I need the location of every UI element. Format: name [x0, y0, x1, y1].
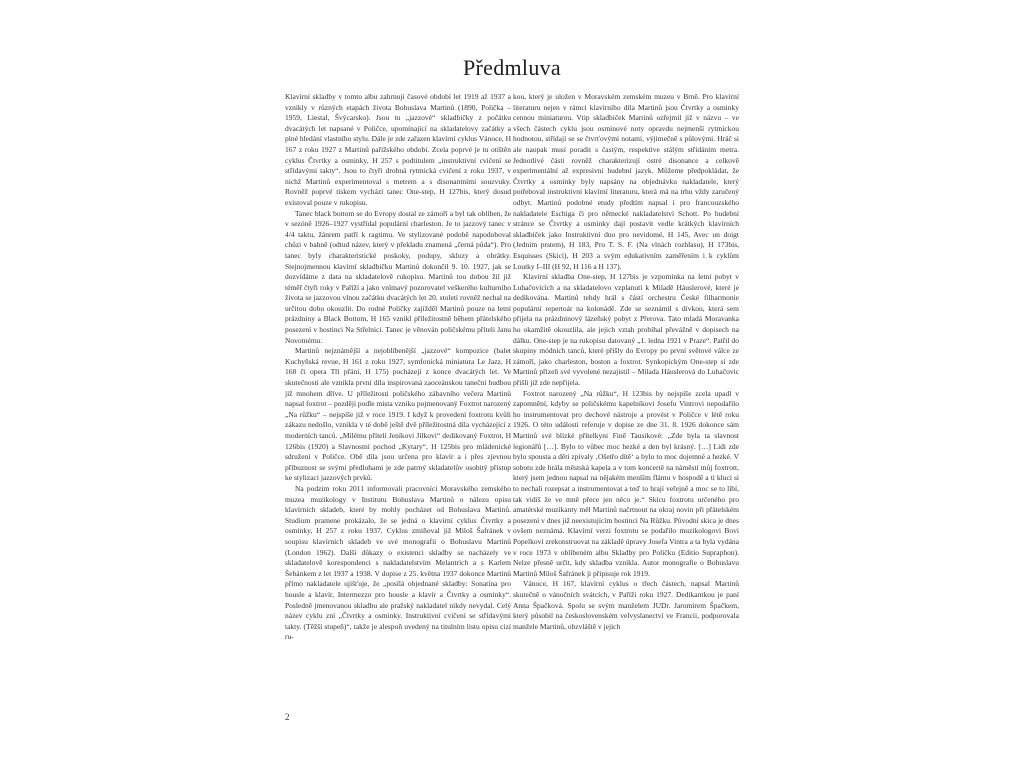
- text-column-right: [513, 92, 739, 732]
- paragraph: kou, který je uložen v Moravském zemském muzeu v Brně. Pro klavírní literaturu nejen v rámci klavírního díla Martinů jsou Čtvrtky a osminky cennou miniaturou. Vtip skladbiček Martinů ozřejmil již v názvu – ve všech částech cyklu jsou osminové noty opravdu nejmenší rytmickou hodnotou, střídají se se čtvrťovými notami, výjimečně s půlovými. Hráč si ale naopak musí poradit s častým, respektive stálým střídáním metra. Jednotlivé části rovněž charakterizují ostré disonance a celkově experimentální až expresivní hudební jazyk. Můžeme předpokládat, že Čtvrtky a osminky byly napsány na objednávku nakladatele, který potřeboval instruktivní klavírní literaturu, která má na trhu vždy zaručený odbyt. Martinů podobné etudy předtím napsal i pro francouzského nakladatele Eschiga či pro německé nakladatelství Schott. Po hudební stránce se Čtvrtky a osminky dají postavit vedle krátkých klavírních skladbiček jako Instruktivní duo pro nevidomé, H 145, Avec un doigt (Jedním prstem), H 183, Pro T. S. F. (Na vlnách rozhlasu), H 173bis, Esquisses (Skici), H 203 a svým edukativním zaměřením i k cyklům Loutky I–III (H 92, H 116 a H 137).: [513, 92, 739, 271]
- paragraph: Na podzim roku 2011 informovali pracovníci Moravského zemského muzea muzikology v Institutu Bohuslava Martinů o nálezu opisu klavírních skladeb, které by mohly pocházet od Bohuslava Martinů. Studium pramene prokázalo, že se jedná o klavírní cyklus Čtvrtky a osminky, H 257 z roku 1937. Cyklus zmiňoval již Miloš Šafránek v soupisu klavírních skladeb ve své monografii o Bohuslavu Martinů (London 1962). Další důkazy o existenci skladby se nacházely ve skladatelově korespondenci s nakladatelstvím Melantrich a s Karlem Šebánkem z let 1937 a 1938. V dopise z 25. května 1937 dokonce Martinů přímo nakladatele ujišťuje, že „posílá objednané skladby: Sonatina pro housle a klavír, Intermezzo pro housle a klavír a Čtvrtky a osminky“. Posledně jmenovanou skladbu ale pražský nakladatel nikdy nevydal. Celý název cyklu zní „Čtvrtky a osminky. Instruktivní cvičení se střídavými takty. (Těžší stupeň)“, takže je alespoň uvedený na titulním listu opisu cizí ru-: [285, 483, 511, 642]
- paragraph: Klavírní skladby v tomto albu zahrnují časové období let 1919 až 1937 a vznikly v různých etapách života Bohuslava Martinů (1890, Polička – 1959, Liestal, Švýcarsko). Jsou tu „jazzové“ skladbičky z počátku dvacátých let napsané v Poličce, upomínající na skladatelovy začátky a plné hledání vlastního stylu. Dále je zde zařazen klavírní cyklus Vánoce, H 167 z roku 1927 z Martinů pařížského období. Zcela poprvé je tu otištěn cyklus Čtvrtky a osminky, H 257 s podtitulem „instruktivní cvičení se střídavými takty“. Jsou to čtyři drobná rytmická cvičení z roku 1937, v nichž Martinů experimentoval s metrem a s disonantními souzvuky. Rovněž poprvé tiskem vychází tanec One-step, H 127bis, který dosud existoval pouze v rukopisu.: [285, 92, 511, 207]
- paragraph: Klavírní skladba One-step, H 127bis je vzpomínka na letní pobyt v Luhačovicích a na skladatelovo vzplanutí k Miladě Háuslerové, které je dedikována. Martinů tehdy hrál s částí orchestru České filharmonie populární repertoár na kolonádě. Zde se seznámil s dívkou, která sem přijela na prázdninový lázeňský pobyt z Přerova. Tato mladá Moravanka ho okamžitě okouzlila, ale jejich vztah probíhal převážně v dopisech na dálku. One-step je na rukopisu datovaný „1. ledna 1921 v Praze“. Patřil do skupiny módních tanců, které přišly do Evropy po první světové válce ze zámoří, jako charleston, boston a foxtrot. Synkopickým One-step si zde Martinů přizeň své vyvolené nezajistil – Milada Háuslerová do Luhačovic přišli již zde nepřijela.: [513, 272, 739, 388]
- paragraph: Vánoce, H 167, klavírní cyklus o třech částech, napsal Martinů skutečně o vánočních svátcích, v Paříži roku 1927. Dedikantkou je paní Anna Špačková. Spolu se svým manželem JUDr. Jaromírem Špačkem, který působil na československém velvyslanectví ve Francii, podporovala manžele Martinů, obzvláště v jejich: [513, 579, 739, 631]
- paragraph: Foxtrot narozený „Na růžku“, H 123bis by nejspíše zcela upadl v zapomnění, kdyby se poličskému kapelníkovi Josefu Vintrovi nepodařilo ho instrumentovat pro dechové nástroje a provést v Poličce v létě roku 1926. O této události referuje v dopise ze dne 31. 8. 1926 dokonce sám Martinů své blízké přítelkyni Fině Tausikové: „Zde byla ta slavnost legionářů […]. Bylo to vůbec moc hezké a den byl krásný. […] Lidi zde bylo spousta a děti zpívaly ‚Ošetřo dítě‘ a bylo to moc dojemné a hezké. V sobotu zde hrála městská kapela a v tom koncertě na náměstí můj foxtrott, který jsem jednou napsal na nějakém menším flámu v hospodě a ti kluci si to nechali rozepsat a instrumentovat a teď to hrají veřejně a moc se to líbí, tak vidíš že ve mně přece jen něco je.“ Skicu foxtrotu určeného pro amatérské muzikanty měl Martinů načrtnout na okraj novin při přátelském posezení v dnes již neexistujícím hostinci Na Růžku. Původní skica je dnes ovšem neznámá. Klavírní verzi foxtrotu se podařilo muzikologovi Bovi Popelkovi zrekonstruovat na základě úpravy Josefa Vintra a ta byla vydána v roce 1973 v oblíbeném albu Skladby pro Poličku (Editio Supraphon). Nelze přesně určit, kdy skladba vznikla. Autor monografie o Bohuslavu Martinů Miloš Šafránek ji připisuje rok 1919.: [513, 388, 739, 578]
- page-title: Předmluva: [462, 55, 561, 80]
- text-column-left: [285, 92, 511, 732]
- page-number: 2: [285, 712, 290, 722]
- paragraph: Martinů nejznámější a nejoblíbenější „jazzové“ kompozice (balet Kuchyňská revue, H 161 z roku 1927, symfonická miniatura Le Jazz, H 168 či opera Tři přání, H 175) pocházejí z konce dvacátých let. Ve skutečnosti ale vznikla první díla inspirovaná zaoceánskou taneční hudbou již mnohem dříve. U příležitosti poličského zábavního večera Martinů napsal foxtrot – později podle místa vzniku pojmenovaný Foxtrot narozený „Na růžku“ – nejspíše již v roce 1919. I když k provedení foxtrotu kvůli zákazu nedošlo, vznikla v té době ještě dvě příležitostná díla vycházející z moderních tanců. „Milému příteli Jeníkovi Jílkovi“ dedikovaný Foxtrot, H 126bis (1920) a Slavnostní pochod „Kytary“, H 125bis pro mládenické sdružení v Poličce. Obě díla jsou určena pro klavír a i přes zjevnou příbuznost se svými předlohami je zde patrný skladatelův osobitý přístup ke stylizaci jazzových prvků.: [285, 346, 511, 483]
- paragraph: Tanec black bottom se do Evropy dostal ze zámoří a byl tak oblíben, že v sezóně 1926–1927 vystřídal populární charleston. Je to jazzový tanec v 4/4 taktu, žánrem patří k ragtimu. Ve stylizované podobě napodoboval chůzi v bahně (odtud název, který v překladu znamená „černá půda“). Pro tanec byly charakteristické poskoky, podupy, skluzy a obrátky. Stejnojmennou klavírní skladbičku Martinů dokončil 9. 10. 1927, jak se dozvídáme z data na skladatelově rukopisu. Martinů tou dobou žil již téměř čtyři roky v Paříži a jako vnímavý pozorovatel veškerého kulturního života se jazzovou vlnou začátku dvacátých let 20. století rovněž nechal na určitou dobu okouzlit. Do rodné Poličky zajížděl Martinů pouze na letní prázdniny a Black Bottom, H 165 vznikl příležitostně během přátelského posezení v hostinci Na Střelnici. Tanec je věnován poličskému příteli Janu Novotnému.: [285, 208, 511, 345]
